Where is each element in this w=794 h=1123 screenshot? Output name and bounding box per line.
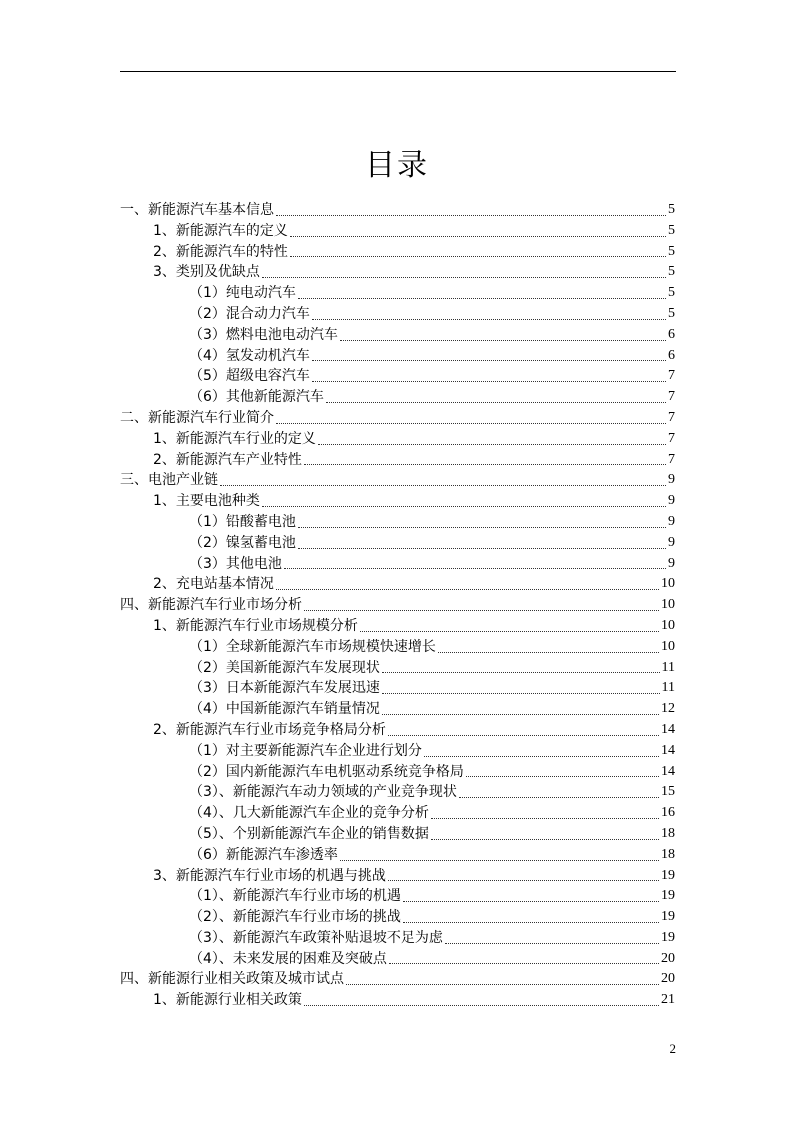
toc-entry-page: 5 — [668, 305, 675, 321]
toc-entry-label: （3）日本新能源汽车发展迅速 — [189, 680, 380, 697]
toc-dot-leader — [304, 1005, 659, 1006]
toc-entry[interactable] — [120, 450, 675, 471]
toc-dot-leader — [382, 714, 659, 715]
toc-entry-page: 19 — [661, 909, 675, 925]
header-rule — [120, 71, 676, 72]
page-title: 目录 — [365, 148, 429, 183]
toc-entry-page: 5 — [668, 202, 675, 217]
toc-entry-page: 5 — [668, 285, 675, 301]
toc-entry-page: 9 — [668, 493, 675, 509]
toc-entry-label: （2）、新能源汽车行业市场的挑战 — [189, 909, 401, 926]
toc-dot-leader — [438, 652, 659, 653]
toc-dot-leader — [388, 880, 659, 881]
toc-entry[interactable] — [120, 242, 675, 263]
toc-entry-label: （3）、新能源汽车动力领域的产业竞争现状 — [189, 784, 457, 801]
toc-entry-label: 2、新能源汽车产业特性 — [153, 451, 302, 468]
toc-dot-leader — [403, 901, 659, 902]
toc-entry-page: 9 — [668, 555, 675, 571]
toc-entry[interactable] — [120, 907, 675, 928]
toc-entry-page: 9 — [668, 513, 675, 529]
toc-dot-leader — [312, 381, 666, 382]
toc-entry-page: 5 — [668, 222, 675, 238]
table-of-contents — [120, 200, 675, 1011]
toc-entry-page: 20 — [661, 971, 675, 987]
toc-entry[interactable] — [120, 366, 675, 387]
toc-dot-leader — [388, 735, 659, 736]
toc-entry-page: 9 — [668, 534, 675, 550]
toc-entry[interactable] — [120, 886, 675, 907]
toc-entry-page: 14 — [661, 721, 675, 737]
toc-entry-label: （4）氢发动机汽车 — [189, 347, 310, 364]
toc-dot-leader — [304, 610, 659, 611]
toc-entry-label: 1、新能源行业相关政策 — [153, 992, 302, 1009]
toc-entry-label: （1）对主要新能源汽车企业进行划分 — [189, 742, 422, 759]
toc-entry-label: （2）国内新能源汽车电机驱动系统竞争格局 — [189, 763, 464, 780]
toc-entry[interactable] — [120, 221, 675, 242]
toc-entry-page: 11 — [661, 680, 675, 696]
toc-dot-leader — [304, 464, 666, 465]
toc-entry[interactable] — [120, 741, 675, 762]
page-number: 2 — [669, 1041, 676, 1056]
toc-entry-page: 7 — [668, 451, 675, 467]
toc-entry[interactable] — [120, 949, 675, 970]
toc-entry[interactable] — [120, 866, 675, 887]
toc-entry-page: 19 — [661, 929, 675, 945]
toc-entry-page: 6 — [668, 326, 675, 342]
toc-entry[interactable] — [120, 803, 675, 824]
toc-dot-leader — [382, 693, 660, 694]
toc-entry-page: 5 — [668, 264, 675, 280]
toc-dot-leader — [262, 506, 666, 507]
toc-dot-leader — [431, 839, 659, 840]
toc-entry[interactable] — [120, 720, 675, 741]
toc-entry[interactable] — [120, 346, 675, 367]
toc-entry-page: 18 — [661, 825, 675, 841]
toc-entry-label: （5）超级电容汽车 — [189, 368, 310, 385]
toc-entry[interactable] — [120, 845, 675, 866]
toc-entry-label: 三、电池产业链 — [120, 472, 218, 489]
toc-entry-label: （3）燃料电池电动汽车 — [189, 326, 338, 343]
toc-entry-page: 21 — [661, 992, 675, 1008]
toc-dot-leader — [346, 984, 659, 985]
toc-entry[interactable] — [120, 470, 675, 491]
toc-entry-page: 18 — [661, 846, 675, 862]
toc-entry[interactable] — [120, 824, 675, 845]
toc-entry[interactable] — [120, 616, 675, 637]
toc-entry-page: 7 — [668, 368, 675, 384]
toc-dot-leader — [276, 423, 666, 424]
toc-entry[interactable] — [120, 491, 675, 512]
toc-entry-page: 9 — [668, 472, 675, 488]
toc-entry-page: 10 — [661, 638, 675, 654]
toc-entry-page: 7 — [668, 389, 675, 405]
toc-entry-label: （6）新能源汽车渗透率 — [189, 846, 338, 863]
toc-entry-label: （4）中国新能源汽车销量情况 — [189, 701, 380, 718]
toc-entry-label: 四、新能源行业相关政策及城市试点 — [120, 971, 344, 988]
toc-entry[interactable] — [120, 429, 675, 450]
toc-entry-page: 10 — [661, 576, 675, 592]
toc-dot-leader — [312, 360, 666, 361]
toc-entry-label: 2、新能源汽车行业市场竞争格局分析 — [153, 721, 386, 738]
toc-dot-leader — [298, 527, 666, 528]
toc-dot-leader — [290, 256, 666, 257]
toc-entry-page: 11 — [661, 659, 675, 675]
toc-dot-leader — [298, 548, 666, 549]
toc-entry-label: （4）、未来发展的困难及突破点 — [189, 950, 387, 967]
toc-dot-leader — [340, 340, 666, 341]
toc-entry[interactable] — [120, 304, 675, 325]
toc-entry[interactable] — [120, 928, 675, 949]
toc-entry-page: 6 — [668, 347, 675, 363]
toc-dot-leader — [262, 277, 666, 278]
toc-dot-leader — [340, 860, 659, 861]
toc-entry-label: 二、新能源汽车行业简介 — [120, 409, 274, 426]
toc-entry[interactable] — [120, 533, 675, 554]
toc-entry-page: 10 — [661, 597, 675, 613]
toc-entry[interactable] — [120, 990, 675, 1011]
toc-dot-leader — [466, 776, 659, 777]
toc-entry-label: （3）、新能源汽车政策补贴退坡不足为虑 — [189, 929, 443, 946]
toc-entry[interactable] — [120, 387, 675, 408]
toc-dot-leader — [389, 963, 659, 964]
toc-entry[interactable] — [120, 595, 675, 616]
toc-entry-label: （2）美国新能源汽车发展现状 — [189, 659, 380, 676]
toc-entry[interactable] — [120, 554, 675, 575]
toc-entry-label: 3、新能源汽车行业市场的机遇与挑战 — [153, 867, 386, 884]
toc-entry-page: 15 — [661, 784, 675, 800]
toc-entry[interactable] — [120, 782, 675, 803]
toc-entry[interactable] — [120, 658, 675, 679]
toc-entry[interactable] — [120, 762, 675, 783]
toc-entry-page: 10 — [661, 617, 675, 633]
toc-entry[interactable] — [120, 637, 675, 658]
toc-dot-leader — [284, 568, 666, 569]
toc-entry-label: 1、新能源汽车的定义 — [153, 222, 288, 239]
toc-entry-page: 16 — [661, 805, 675, 821]
toc-dot-leader — [276, 215, 666, 216]
toc-entry-label: 1、新能源汽车行业市场规模分析 — [153, 617, 358, 634]
toc-entry-label: （1）、新能源汽车行业市场的机遇 — [189, 888, 401, 905]
toc-entry[interactable] — [120, 574, 675, 595]
toc-entry-page: 14 — [661, 763, 675, 779]
toc-entry-page: 5 — [668, 243, 675, 259]
toc-entry-label: 2、充电站基本情况 — [153, 576, 274, 593]
toc-entry[interactable] — [120, 262, 675, 283]
toc-dot-leader — [403, 922, 659, 923]
toc-dot-leader — [360, 631, 659, 632]
toc-entry-label: 四、新能源汽车行业市场分析 — [120, 597, 302, 614]
toc-entry-label: （4）、几大新能源汽车企业的竞争分析 — [189, 805, 429, 822]
toc-entry-label: （1）全球新能源汽车市场规模快速增长 — [189, 638, 436, 655]
toc-entry-page: 7 — [668, 430, 675, 446]
toc-entry-label: （1）纯电动汽车 — [189, 285, 296, 302]
toc-entry-label: 1、主要电池种类 — [153, 493, 260, 510]
toc-dot-leader — [445, 943, 659, 944]
toc-entry-page: 19 — [661, 867, 675, 883]
toc-dot-leader — [276, 589, 659, 590]
toc-entry-label: 一、新能源汽车基本信息 — [120, 202, 274, 218]
toc-dot-leader — [459, 797, 659, 798]
toc-entry[interactable] — [120, 325, 675, 346]
toc-dot-leader — [424, 756, 659, 757]
toc-entry[interactable] — [120, 678, 675, 699]
toc-entry-label: （2）镍氢蓄电池 — [189, 534, 296, 551]
toc-entry-label: （2）混合动力汽车 — [189, 305, 310, 322]
toc-entry-page: 12 — [661, 701, 675, 717]
toc-dot-leader — [326, 402, 666, 403]
toc-dot-leader — [298, 298, 666, 299]
toc-entry-label: 3、类别及优缺点 — [153, 264, 260, 281]
toc-dot-leader — [318, 444, 666, 445]
toc-entry-page: 7 — [668, 409, 675, 425]
toc-dot-leader — [431, 818, 659, 819]
toc-entry[interactable] — [120, 408, 675, 429]
toc-entry-page: 20 — [661, 950, 675, 966]
toc-entry[interactable] — [120, 969, 675, 990]
toc-dot-leader — [220, 485, 666, 486]
toc-entry-page: 14 — [661, 742, 675, 758]
toc-entry[interactable] — [120, 200, 675, 221]
toc-entry-label: 1、新能源汽车行业的定义 — [153, 430, 316, 447]
toc-entry-label: （6）其他新能源汽车 — [189, 389, 324, 406]
toc-entry[interactable] — [120, 512, 675, 533]
toc-entry[interactable] — [120, 283, 675, 304]
toc-entry-label: （5）、个别新能源汽车企业的销售数据 — [189, 825, 429, 842]
toc-dot-leader — [382, 672, 660, 673]
toc-dot-leader — [312, 319, 666, 320]
toc-entry-label: 2、新能源汽车的特性 — [153, 243, 288, 260]
toc-dot-leader — [290, 236, 666, 237]
toc-entry-page: 19 — [661, 888, 675, 904]
toc-entry-label: （1）铅酸蓄电池 — [189, 513, 296, 530]
toc-entry[interactable] — [120, 699, 675, 720]
toc-entry-label: （3）其他电池 — [189, 555, 282, 572]
